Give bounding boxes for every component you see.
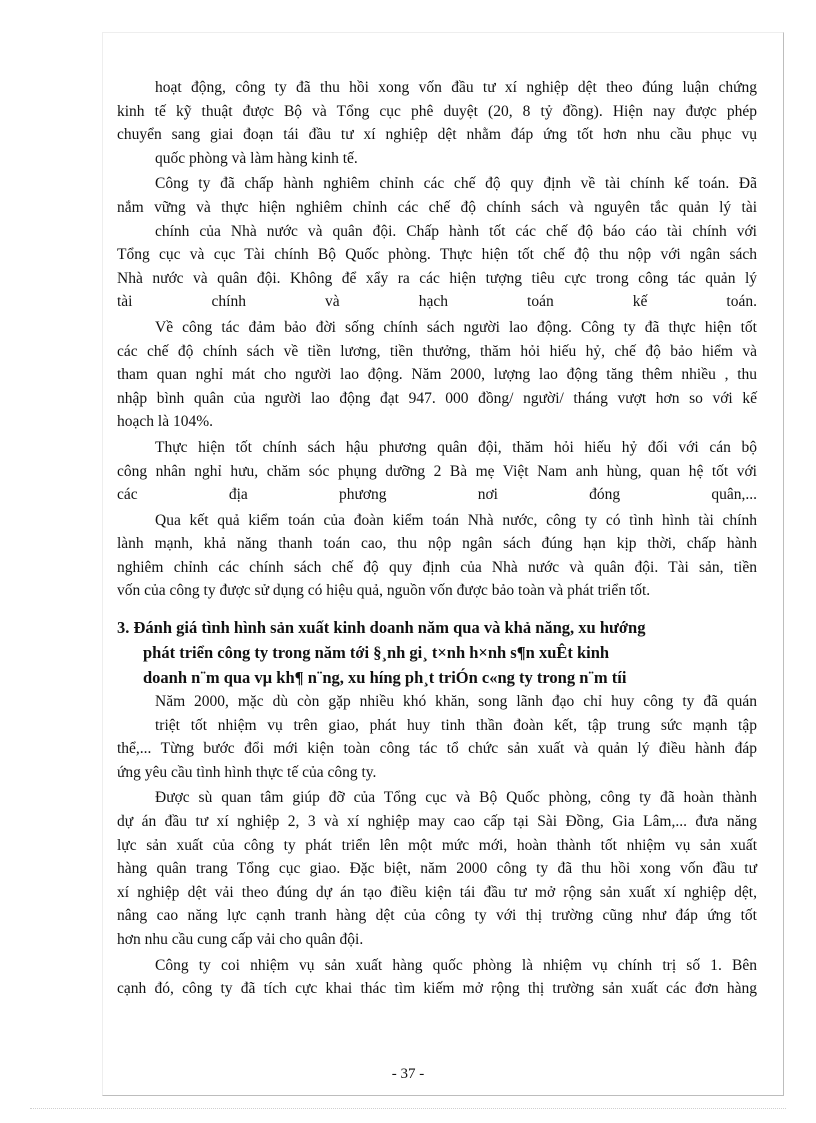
- text-line: triệt tốt nhiệm vụ trên giao, phát huy tinh thần đoàn kết, tập trung sức mạnh tập: [155, 716, 757, 734]
- text-line: lành mạnh, khả năng thanh toán cao, thu nộp ngân sách đúng hạn kịp thời, chấp hành: [117, 535, 757, 553]
- text-line: xí nghiệp dệt vải theo đúng dự án tạo điều kiện tái đầu tư mở rộng sản xuất xí nghiệp dệt,: [117, 883, 757, 901]
- paragraph-audit-result: [117, 509, 757, 603]
- text-line: nghiêm chỉnh các chính sách chế độ quy định của Nhà nước và quân đội. Tài sản, tiền: [117, 558, 757, 576]
- text-line: Năm 2000, mặc dù còn gặp nhiều khó khăn, song lãnh đạo chỉ huy công ty đã quán: [155, 693, 757, 711]
- text-line: ứng yêu cầu tình hình thực tế của công ty.: [117, 763, 377, 781]
- text-line: quốc phòng và làm hàng kinh tế.: [155, 149, 358, 167]
- text-line: chuyển sang giai đoạn tái đầu tư xí nghiệp dệt nhằm đáp ứng tốt hơn nhu cầu phục vụ: [117, 126, 757, 144]
- text-line: dự án đầu tư xí nghiệp 2, 3 và xí nghiệp may cao cấp tại Sài Đồng, Gia Lâm,... đưa năng: [117, 813, 757, 831]
- paragraph-labor-policy: [117, 316, 757, 434]
- text-line: Thực hiện tốt chính sách hậu phương quân đội, thăm hỏi hiếu hỷ đối với cán bộ: [155, 438, 757, 456]
- document-body: [117, 76, 757, 1003]
- text-line: chính của Nhà nước và quân đội. Chấp hành tốt các chế độ báo cáo tài chính với: [155, 222, 757, 240]
- text-line: hàng quân trang Tổng cục giao. Đặc biệt, năm 2000 công ty đã thu hồi xong vốn đầu tư: [117, 860, 757, 878]
- text-line: nâng cao năng lực cạnh tranh hàng dệt của công ty với thị trường cũng như đáp ứng tốt: [117, 907, 757, 925]
- text-line: các địa phương nơi đóng quân,...: [117, 486, 757, 504]
- text-line: Nhà nước và quân đội. Không để xẩy ra các hiện tượng tiêu cực trong công tác quản lý: [117, 269, 757, 287]
- paragraph-rear-policy: [117, 436, 757, 507]
- heading-line: 3. Đánh giá tình hình sản xuất kinh doanh năm qua và khả năng, xu hướng: [117, 618, 646, 638]
- text-line: hoạch là 104%.: [117, 413, 213, 431]
- text-line: kinh tế kỹ thuật được Bộ và Tổng cục phê duyệt (20, 8 tỷ đồng). Hiện nay được phép: [117, 102, 757, 120]
- text-line: Công ty coi nhiệm vụ sản xuất hàng quốc phòng là nhiệm vụ chính trị số 1. Bên: [155, 956, 757, 974]
- page-number: - 37 -: [391, 1066, 425, 1082]
- text-line: thể,... Từng bước đổi mới kiện toàn công tác tổ chức sản xuất và quản lý điều hành đáp: [117, 740, 757, 758]
- section-heading: [117, 615, 757, 690]
- text-line: hơn nhu cầu cung cấp vải cho quân đội.: [117, 931, 364, 948]
- text-line: các chế độ chính sách về tiền lương, tiền thưởng, thăm hỏi hiếu hỷ, chế độ bảo hiểm và: [117, 342, 757, 360]
- text-line: công nhân nghỉ hưu, chăm sóc phụng dưỡng 2 Bà mẹ Việt Nam anh hùng, quan hệ tốt với: [117, 462, 757, 480]
- text-line: Qua kết quả kiểm toán của đoàn kiểm toán Nhà nước, công ty có tình hình tài chính: [155, 511, 757, 529]
- text-line: cạnh đó, công ty đã tích cực khai thác tìm kiếm mở rộng thị trường sản xuất các đơn hàng: [117, 980, 757, 998]
- paragraph-finance-compliance: [117, 172, 757, 314]
- text-line: Công ty đã chấp hành nghiêm chỉnh các chế độ quy định về tài chính kế toán. Đã: [155, 175, 757, 193]
- page-bottom-divider: [30, 1108, 786, 1109]
- text-line: hoạt động, công ty đã thu hồi xong vốn đầu tư xí nghiệp dệt theo đúng luận chứng: [155, 79, 757, 96]
- text-line: tham quan nghỉ mát cho người lao động. Năm 2000, lượng lao động tăng thêm nhiều , thu: [117, 366, 757, 384]
- text-line: nhập bình quân của người lao động đạt 947. 000 đồng/ người/ tháng vượt hơn so với kế: [117, 389, 757, 407]
- text-line: Về công tác đảm bảo đời sống chính sách người lao động. Công ty đã thực hiện tốt: [155, 318, 757, 336]
- heading-line: phát triển công ty trong năm tới §¸nh gi¸ t×nh h×nh s¶n xuÊt kinh: [143, 643, 610, 663]
- paragraph-projects: [117, 786, 757, 951]
- heading-line: doanh n¨m qua vµ kh¶ n¨ng, xu híng ph¸t triÓn c«ng ty trong n¨m tíi: [143, 668, 627, 688]
- text-line: lực sản xuất của công ty phát triển lên một mức mới, hoàn thành tốt nhiệm vụ sản xuất: [117, 836, 757, 854]
- text-line: vốn của công ty được sử dụng có hiệu quả, nguồn vốn được bảo toàn và phát triển tốt.: [117, 582, 651, 600]
- text-line: tài chính và hạch toán kế toán.: [117, 293, 757, 311]
- paragraph-investment: [117, 76, 757, 170]
- paragraph-defense-mission: [117, 954, 757, 1001]
- text-line: Tổng cục và cục Tài chính Bộ Quốc phòng. Thực hiện tốt chế độ thu nộp với ngân sách: [117, 246, 757, 264]
- text-line: nắm vững và thực hiện nghiêm chỉnh các chế độ chính sách và nguyên tắc quản lý tài: [117, 198, 757, 216]
- paragraph-year-2000: [117, 690, 757, 784]
- text-line: Được sù quan tâm giúp đỡ của Tổng cục và Bộ Quốc phòng, công ty đã hoàn thành: [155, 789, 757, 807]
